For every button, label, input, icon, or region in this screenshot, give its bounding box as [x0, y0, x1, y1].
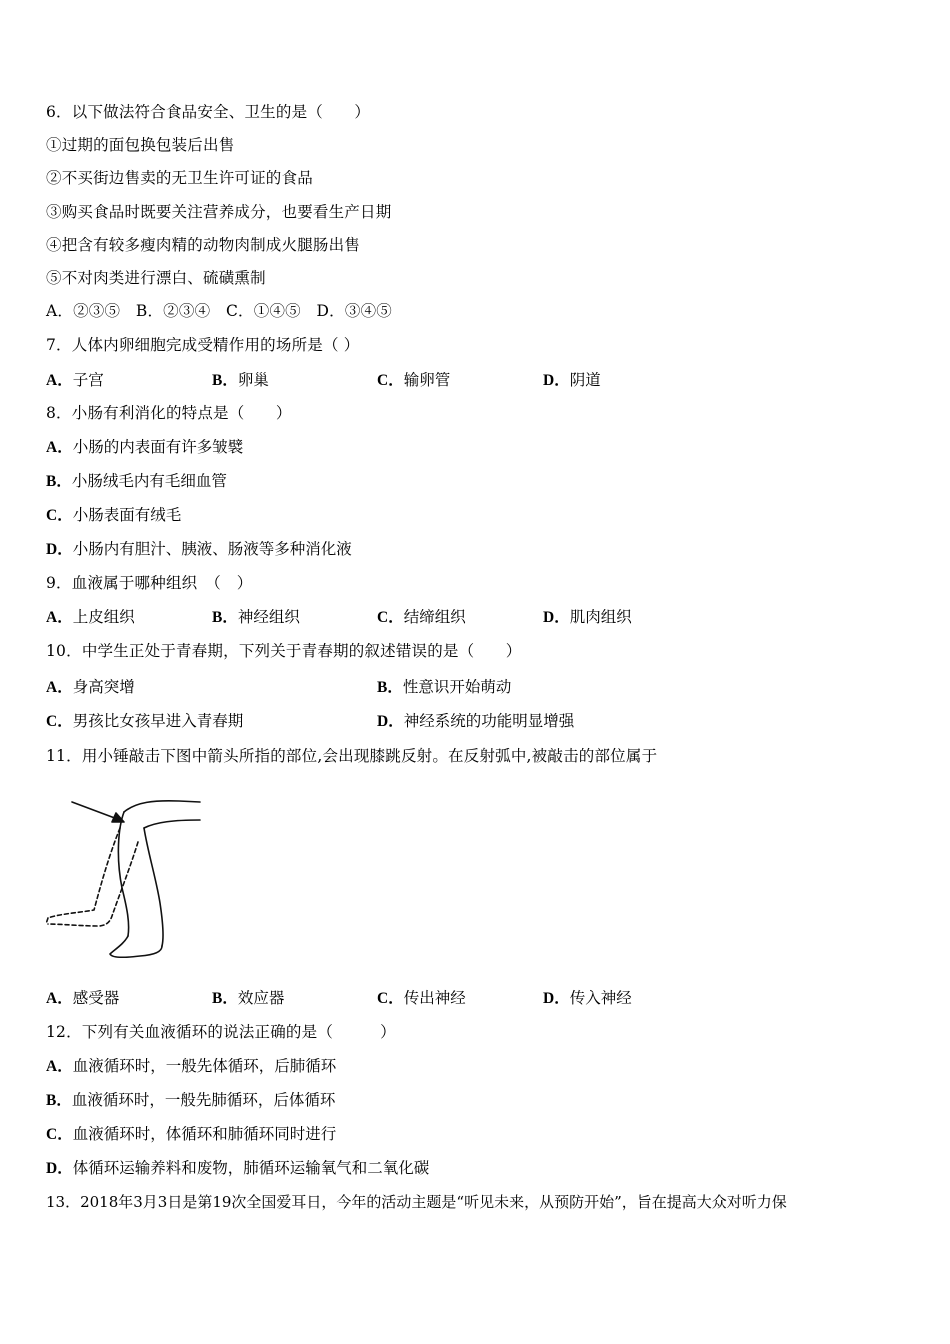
q7-stem: 7．人体内卵细胞完成受精作用的场所是（ ）	[46, 336, 360, 354]
q9-stem: 9．血液属于哪种组织 （ ）	[46, 574, 253, 592]
arrow-line	[72, 802, 120, 820]
q6-item-3: ③购买食品时既要关注营养成分，也要看生产日期	[46, 203, 392, 221]
q6-item-1: ①过期的面包换包装后出售	[46, 136, 235, 154]
q6-options: A．②③⑤ B．②③④ C．①④⑤ D．③④⑤	[46, 302, 392, 320]
shin-front	[118, 812, 128, 936]
q11-option-b: B．效应器	[212, 989, 285, 1007]
q10-option-c: C．男孩比女孩早进入青春期	[46, 712, 244, 730]
q8-stem: 8．小肠有利消化的特点是（ ）	[46, 404, 292, 422]
q8-option-d: D．小肠内有胆汁、胰液、肠液等多种消化液	[46, 540, 352, 558]
q9-option-a: A．上皮组织	[46, 608, 135, 626]
q9-option-c: C．结缔组织	[377, 608, 466, 626]
calf-back	[144, 828, 163, 946]
q12-stem: 12．下列有关血液循环的说法正确的是（ ）	[46, 1023, 396, 1041]
q10-option-a: A．身高突增	[46, 678, 135, 696]
q9-option-b: B．神经组织	[212, 608, 300, 626]
thigh-top	[124, 801, 200, 812]
q6-item-5: ⑤不对肉类进行漂白、硫磺熏制	[46, 269, 266, 287]
q12-option-a: A．血液循环时，一般先体循环，后肺循环	[46, 1057, 337, 1075]
knee-reflex-figure	[44, 798, 204, 958]
q9-option-d: D．肌肉组织	[543, 608, 632, 626]
q12-option-c: C．血液循环时，体循环和肺循环同时进行	[46, 1125, 337, 1143]
q10-stem: 10．中学生正处于青春期，下列关于青春期的叙述错误的是（ ）	[46, 642, 522, 660]
q7-option-b: B．卵巢	[212, 371, 269, 389]
q11-option-c: C．传出神经	[377, 989, 466, 1007]
q6-item-4: ④把含有较多瘦肉精的动物肉制成火腿肠出售	[46, 236, 361, 254]
q12-option-b: B．血液循环时，一般先肺循环，后体循环	[46, 1091, 336, 1109]
thigh-bottom	[144, 820, 200, 828]
q6-stem: 6．以下做法符合食品安全、卫生的是（ ）	[46, 103, 371, 121]
dashed-calf	[48, 842, 138, 926]
q13-stem: 13．2018年3月3日是第19次全国爱耳日，今年的活动主题是“听见未来，从预防开始”，旨在提高大众对听力保	[46, 1193, 787, 1211]
q7-option-a: A．子宫	[46, 371, 104, 389]
q8-option-b: B．小肠绒毛内有毛细血管	[46, 472, 227, 490]
q12-option-d: D．体循环运输养料和废物，肺循环运输氧气和二氧化碳	[46, 1159, 430, 1177]
q6-item-2: ②不买街边售卖的无卫生许可证的食品	[46, 169, 313, 187]
dashed-shin	[48, 828, 120, 918]
q10-option-d: D．神经系统的功能明显增强	[377, 712, 575, 730]
q8-option-a: A．小肠的内表面有许多皱襞	[46, 438, 244, 456]
q10-option-b: B．性意识开始萌动	[377, 678, 512, 696]
q11-option-d: D．传入神经	[543, 989, 632, 1007]
q11-option-a: A．感受器	[46, 989, 120, 1007]
dashed-toe	[46, 918, 48, 924]
q11-stem: 11．用小锤敲击下图中箭头所指的部位,会出现膝跳反射。在反射弧中,被敲击的部位属于	[46, 747, 658, 765]
q7-option-d: D．阴道	[543, 371, 601, 389]
q8-option-c: C．小肠表面有绒毛	[46, 506, 182, 524]
q7-option-c: C．输卵管	[377, 371, 451, 389]
foot	[110, 936, 162, 957]
